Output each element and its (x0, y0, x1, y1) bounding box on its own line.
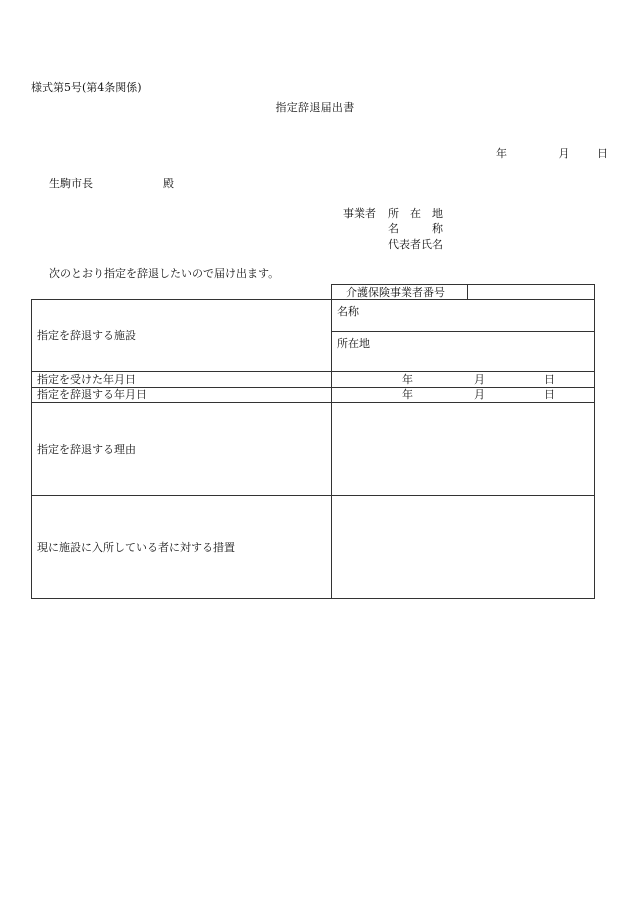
facility-label: 指定を辞退する施設 (37, 329, 136, 342)
facility-address-label: 所在地 (337, 337, 370, 350)
facility-name-label: 名称 (337, 305, 359, 318)
designation-date-label: 指定を受けた年月日 (37, 373, 136, 386)
withdrawal-date-field[interactable] (332, 388, 594, 401)
form-number: 様式第5号(第4条関係) (31, 81, 142, 94)
addressee (49, 178, 174, 189)
intro-text: 次のとおり指定を辞退したいので届け出ます。 (49, 267, 280, 280)
row-divider-4 (31, 495, 595, 496)
facility-inner-divider (331, 331, 595, 332)
designation-date-field[interactable] (332, 373, 594, 386)
date-line (496, 148, 608, 159)
operator-name-label: 名 称 (388, 222, 443, 235)
facility-address-field[interactable] (375, 333, 593, 369)
row-divider-1 (31, 371, 595, 372)
date-month: 月 (558, 147, 570, 160)
addressee-name: 生駒市長 (49, 177, 93, 190)
reason-label: 指定を辞退する理由 (37, 443, 136, 456)
row-divider-3 (31, 402, 595, 403)
withdrawal-month: 月 (474, 388, 485, 401)
measures-field[interactable] (333, 497, 593, 597)
insurance-number-label: 介護保険事業者番号 (346, 286, 445, 299)
insurance-number-input[interactable] (467, 284, 595, 300)
designation-year: 年 (402, 373, 413, 386)
document-title: 指定辞退届出書 (275, 101, 355, 114)
withdrawal-day: 日 (544, 388, 555, 401)
date-day: 日 (597, 147, 608, 160)
table-column-divider (331, 299, 332, 599)
date-year: 年 (496, 147, 507, 160)
addressee-suffix: 殿 (163, 177, 174, 190)
insurance-number-label-cell (331, 284, 468, 300)
operator-address-label: 所 在 地 (388, 207, 443, 220)
designation-month: 月 (474, 373, 485, 386)
measures-label: 現に施設に入所している者に対する措置 (37, 541, 235, 554)
facility-name-field[interactable] (365, 301, 593, 329)
operator-label: 事業者 (343, 207, 376, 220)
operator-representative-label: 代表者氏名 (388, 238, 443, 251)
withdrawal-date-label: 指定を辞退する年月日 (37, 388, 147, 401)
reason-field[interactable] (333, 404, 593, 493)
withdrawal-year: 年 (402, 388, 413, 401)
designation-day: 日 (544, 373, 555, 386)
